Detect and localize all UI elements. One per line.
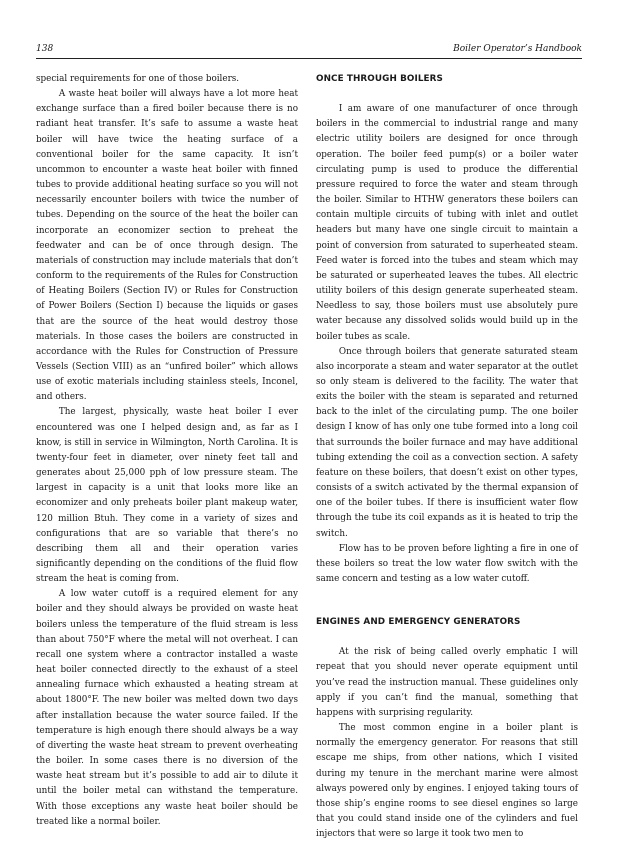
spacer [316,587,578,615]
header-rule [36,58,582,59]
paragraph: Flow has to be proven before lighting a fire in one of these boilers so treat the low water flow switch with the same concern and testing as a low water cutoff. [316,543,578,584]
paragraph: Once through boilers that generate saturated steam also incorporate a steam and water separator at the outlet so only steam is delivered to the facility. The water that exits the boiler with the steam is separated and returned back to the inlet of the circulating pump. The one boiler design I know of has only one tube formed into a long coil that surrounds the boiler furnace and may have additional tubing extending the coil as a convection section. A safety feature on these boilers, that doesn’t exist on other types, consists of a switch activated by the thermal expansion of one of the boiler tubes. If there is insufficient water flow through the tube its coil expands as it is heated to trip the switch. [316,346,578,539]
left-column [36,72,298,830]
spacer [316,630,578,645]
right-column [316,72,578,842]
spacer [316,87,578,102]
paragraph: A waste heat boiler will always have a lot more heat exchange surface than a fired boiler because there is no radiant heat transfer. It’s safe to assume a waste heat boiler will have twice the heating surface of a conventional boiler for the same capacity. It isn’t uncommon to encounter a waste heat boiler with finned tubes to provide additional heating surface so you will not necessarily encounter boilers with twice the number of tubes. Depending on the source of the heat the boiler can incorporate an economizer section to preheat the feedwater and can be of once through design. The materials of construction may include materials that don’t conform to the requirements of the Rules for Construction of Heating Boilers (Section IV) or Rules for Construction of Power Boilers (Section I) because the liquids or gases that are the source of the heat would destroy those materials. In those cases the boilers are constructed in accordance with the Rules for Construction of Pressure Vessels (Section VIII) as an “unfired boiler” which allows use of exotic materials including stainless steels, Inconel, and others. [36,89,298,403]
paragraph: At the risk of being called overly emphatic I will repeat that you should never operate equipment until you’ve read the instruction manual. These guidelines only apply if you can’t find the manual, something that happens with surprising regularity. [316,647,578,718]
section-heading-engines-and-emergency-generators: ENGINES AND EMERGENCY GENERATORS [316,617,521,628]
section-heading-once-through-boilers: ONCE THROUGH BOILERS [316,74,443,84]
page-number: 138 [36,44,54,54]
paragraph: The most common engine in a boiler plant is normally the emergency generator. For reasons that still escape me ships, from other nations, which I visited during my tenure in the merchant marine were almost always powered only by engines. I enjoyed taking tours of those ship’s engine rooms to see diesel engines so large that you could stand inside one of the cylinders and fuel injectors that were so large it took two men to [316,723,578,840]
running-header [36,44,582,58]
book-title: Boiler Operator’s Handbook [453,44,582,54]
paragraph: I am aware of one manufacturer of once through boilers in the commercial to industrial range and many electric utility boilers are designed for once through operation. The boiler feed pump(s) or a boiler water circulating pump is used to produce the differential pressure required to force the water and steam through the boiler. Similar to HTHW generators these boilers can contain multiple circuits of tubing with inlet and outlet headers but many have one single circuit to maintain a point of conversion from saturated to superheated steam. Feed water is forced into the tubes and steam which may be saturated or superheated leaves the tubes. All electric utility boilers of this design generate superheated steam. Needless to say, those boilers must use absolutely pure water because any dissolved solids would build up in the boiler tubes as scale. [316,104,578,342]
paragraph: special requirements for one of those boilers. [36,74,240,84]
paragraph: A low water cutoff is a required element for any boiler and they should always be provided on waste heat boilers unless the temperature of the fluid stream is less than about 750°F where the metal will not overheat. I can recall one system where a contractor installed a waste heat boiler connected directly to the exhaust of a steel annealing furnace which exhausted a heating stream at about 1800°F. The new boiler was melted down two days after installation because the water source failed. If the temperature is high enough there should always be a way of diverting the waste heat stream to prevent overheating the boiler. In some cases there is no diversion of the waste heat stream but it’s possible to add air to dilute it until the boiler metal can withstand the temperature. With those exceptions any waste heat boiler should be treated like a normal boiler. [36,589,298,827]
paragraph: The largest, physically, waste heat boiler I ever encountered was one I helped design and, as far as I know, is still in service in Wilmington, North Carolina. It is twenty-four feet in diameter, over ninety feet tall and generates about 25,000 pph of low pressure steam. The largest in capacity is a unit that looks more like an economizer and only preheats boiler plant makeup water, 120 million Btuh. They come in a variety of sizes and configurations that are so variable that there’s no describing them all and their operation varies significantly depending on the conditions of the fluid flow stream the heat is coming from. [36,407,298,585]
